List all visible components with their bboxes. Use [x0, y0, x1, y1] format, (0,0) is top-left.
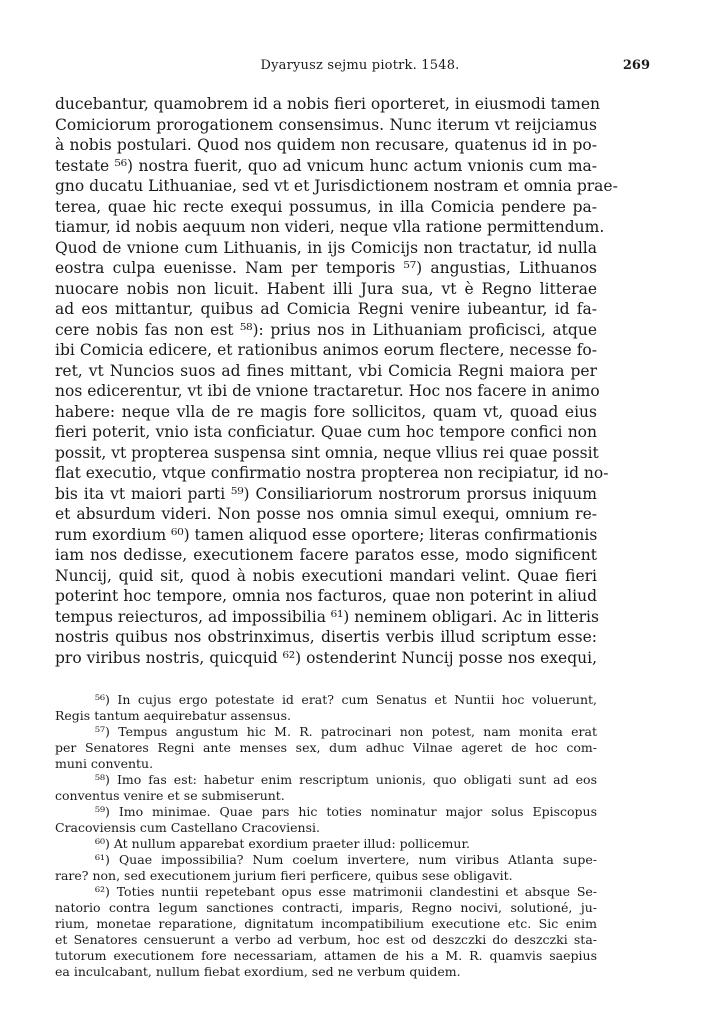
footnote-text: In cujus ergo potestate id erat? cum Senatus et Nuntii hoc voluerunt,	[117, 692, 597, 707]
footnote-line	[55, 804, 597, 820]
footnotes	[55, 692, 597, 980]
text-line: Quod de vnione cum Lithuanis, in ijs Comicijs non tractatur, id nulla	[55, 238, 597, 257]
text-line: habere: neque vlla de re magis fore sollicitos, quam vt, quoad eius	[55, 402, 597, 421]
footnote-line	[55, 932, 597, 948]
footnote-line	[55, 740, 597, 756]
footnote-marker: ⁶⁰)	[95, 836, 114, 851]
text-line: ret, vt Nuncios suos ad fines mittant, vbi Comicia Regni maiora per	[55, 361, 597, 380]
running-header	[55, 58, 665, 78]
footnote-line	[55, 820, 597, 836]
footnote-text: tutorum executionem fore necessariam, attamen de his a M. R. quamvis saepius	[55, 948, 597, 963]
footnote-text: Regis tantum aequirebatur assensus.	[55, 708, 291, 723]
text-line: gno ducatu Lithuaniae, sed vt et Jurisdictionem nostram et omnia prae-	[55, 177, 618, 195]
text-line: eostra culpa euenisse. Nam per temporis ⁵⁷) angustias, Lithuanos	[55, 259, 597, 277]
text-line: ibi Comicia edicere, et rationibus animos eorum flectere, necesse fo-	[55, 341, 597, 359]
footnote-line	[55, 772, 597, 788]
footnote-line	[55, 964, 597, 980]
text-line: fieri poterit, vnio ista conficiatur. Quae cum hoc tempore confici non	[55, 423, 597, 441]
footnote-line	[55, 916, 597, 932]
footnote-text: Imo fas est: habetur enim rescriptum unionis, quo obligati sunt ad eos	[116, 772, 597, 787]
footnote-line	[55, 788, 597, 804]
footnote-line	[55, 884, 597, 900]
text-line: possit, vt propterea suspensa sint omnia, neque vllius rei quae possit	[55, 443, 599, 462]
page-number: 269	[622, 58, 650, 73]
text-line: ducebantur, quamobrem id a nobis fieri oporteret, in eiusmodi tamen	[55, 95, 600, 113]
text-line: nostris quibus nos obstrinximus, disertis verbis illud scriptum esse:	[55, 628, 597, 646]
main-text	[55, 94, 618, 668]
footnote	[55, 852, 597, 884]
footnote-marker: ⁶²)	[95, 884, 117, 899]
text-line: Nuncij, quid sit, quod à nobis executioni mandari velint. Quae fieri	[55, 566, 597, 585]
text-line: tempus reiecturos, ad impossibilia ⁶¹) neminem obligari. Ac in litteris	[55, 607, 599, 626]
footnote-text: natorio contra legum sanctiones contracti, imparis, Regno nocivi, solutioné, ju-	[55, 900, 597, 915]
text-line: Comiciorum prorogationem consensimus. Nunc iterum vt reijciamus	[55, 115, 597, 134]
footnote-line	[55, 836, 597, 852]
footnote-marker: ⁵⁸)	[95, 772, 117, 787]
text-line: ad eos mittantur, quibus ad Comicia Regni venire iubeantur, id fa-	[55, 300, 597, 318]
running-title: Dyaryusz sejmu piotrk. 1548.	[260, 58, 460, 73]
text-line: tiamur, id nobis aequum non videri, neque vlla ratione permittendum.	[55, 218, 605, 236]
text-line: testate ⁵⁶) nostra fuerit, quo ad vnicum hunc actum vnionis cum ma-	[55, 156, 597, 175]
footnote-text: Toties nuntii repetebant opus esse matrimonii clandestini et absque Se-	[116, 884, 598, 899]
footnote-text: Cracoviensis cum Castellano Cracoviensi.	[55, 820, 320, 835]
footnote-text: Tempus angustum hic M. R. patrocinari non potest, nam monita erat	[118, 724, 598, 739]
footnote-line	[55, 756, 597, 772]
text-line: poterint hoc tempore, omnia nos facturos, quae non poterint in aliud	[55, 587, 597, 605]
footnote-marker: ⁵⁶)	[95, 692, 118, 707]
footnote-text: per Senatores Regni ante menses sex, dum adhuc Vilnae ageret de hoc com-	[55, 740, 597, 755]
footnote-marker: ⁵⁷)	[95, 724, 119, 739]
footnote-marker: ⁶¹)	[95, 852, 119, 867]
footnote	[55, 804, 597, 836]
text-line: iam nos dedisse, executionem facere paratos esse, modo significent	[55, 546, 597, 564]
footnote	[55, 724, 597, 772]
footnote-text: ea inculcabant, nullum fiebat exordium, sed ne verbum quidem.	[55, 964, 461, 979]
footnote	[55, 884, 597, 980]
text-line: cere nobis fas non est ⁵⁸): prius nos in Lithuaniam proficisci, atque	[55, 320, 597, 339]
footnote-text: Imo minimae. Quae pars hic toties nominatur major solus Episcopus	[118, 804, 597, 819]
footnote-line	[55, 852, 597, 868]
text-line: bis ita vt maiori parti ⁵⁹) Consiliariorum nostrorum prorsus iniquum	[55, 484, 597, 503]
footnote-line	[55, 948, 597, 964]
footnote	[55, 772, 597, 804]
text-line: terea, quae hic recte exequi possumus, in illa Comicia pendere pa-	[55, 197, 597, 216]
footnote	[55, 836, 597, 852]
footnote-text: et Senatores censuerunt a verbo ad verbum, hoc est od deszczki do deszczki sta-	[55, 932, 597, 947]
footnote	[55, 692, 597, 724]
footnote-line	[55, 708, 597, 724]
footnote-text: conventus venire et se submiserunt.	[55, 788, 285, 803]
footnote-line	[55, 724, 597, 740]
footnote-line	[55, 692, 597, 708]
footnote-text: rium, monetae reparatione, dignitatum incompatibilium executione etc. Sic enim	[55, 916, 597, 931]
footnote-line	[55, 868, 597, 884]
text-line: pro viribus nostris, quicquid ⁶²) ostenderint Nuncij posse nos exequi,	[55, 648, 597, 667]
text-line: nuocare nobis non licuit. Habent illi Jura sua, vt è Regno litterae	[55, 279, 597, 298]
footnote-line	[55, 900, 597, 916]
footnote-text: rare? non, sed executionem jurium fieri perficere, quibus sese obligavit.	[55, 868, 513, 883]
text-line: et absurdum videri. Non posse nos omnia simul exequi, omnium re-	[55, 505, 597, 523]
text-line: nos edicerentur, vt ibi de vnione tractaretur. Hoc nos facere in animo	[55, 382, 600, 400]
footnote-text: Quae impossibilia? Num coelum invertere, num viribus Atlanta supe-	[118, 852, 597, 867]
footnote-text: muni conventu.	[55, 756, 154, 771]
text-line: flat executio, vtque confirmatio nostra propterea non recipiatur, id no-	[55, 464, 609, 482]
text-line: rum exordium ⁶⁰) tamen aliquod esse oportere; literas confirmationis	[55, 525, 598, 544]
text-line: à nobis postulari. Quod nos quidem non recusare, quatenus id in po-	[55, 136, 597, 154]
footnote-marker: ⁵⁹)	[95, 804, 119, 819]
footnote-text: At nullum apparebat exordium praeter illud: pollicemur.	[113, 836, 471, 851]
